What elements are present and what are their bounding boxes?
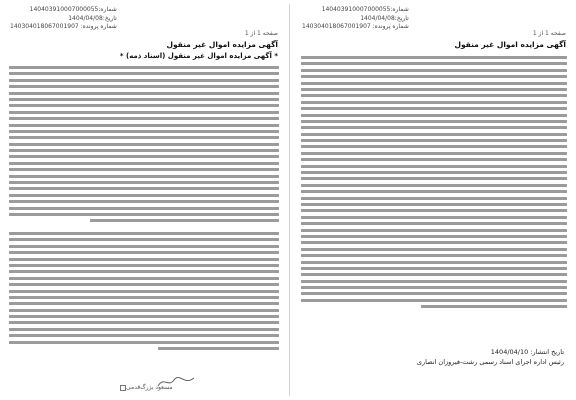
notice-body-paragraph-2 — [9, 232, 279, 353]
notice-number: شماره:140403910007000055 — [321, 6, 409, 13]
notice-date: تاریخ:1404/04/08 — [68, 14, 117, 22]
notice-left-meta — [10, 6, 117, 32]
notice-right-meta — [302, 6, 409, 32]
notice-right — [298, 0, 570, 400]
notice-file-number: شماره پرونده: 140304018067001907 — [10, 23, 117, 30]
notice-number: شماره:140403910007000055 — [29, 6, 117, 13]
notice-file-number: شماره پرونده: 140304018067001907 — [302, 23, 409, 30]
page-label: صفحه 1 از 1 — [532, 30, 566, 37]
notice-body-paragraph-1 — [9, 66, 279, 226]
notice-body-paragraph-1 — [301, 56, 567, 312]
notice-date: تاریخ:1404/04/08 — [360, 14, 409, 22]
signature-title: رئیس اداره اجرای اسناد رسمی رشت-فیروزان انصاری — [416, 358, 564, 366]
notice-left — [6, 0, 282, 400]
publication-date: تاریخ انتشار: 1404/04/10 — [490, 348, 564, 356]
page-label: صفحه 1 از 1 — [244, 30, 278, 37]
notice-title: آگهی مزایده اموال غیر منقول — [454, 40, 566, 49]
notice-title: آگهی مزایده اموال غیر منقول — [166, 40, 278, 49]
notice-subtitle: * آگهی مزایده اموال غیر منقول (اسناد ذمه) * — [119, 52, 278, 60]
column-divider — [289, 4, 290, 396]
official-stamp: مسعود بزرگ‌قدمی — [118, 384, 173, 391]
handwritten-signature — [156, 374, 196, 390]
